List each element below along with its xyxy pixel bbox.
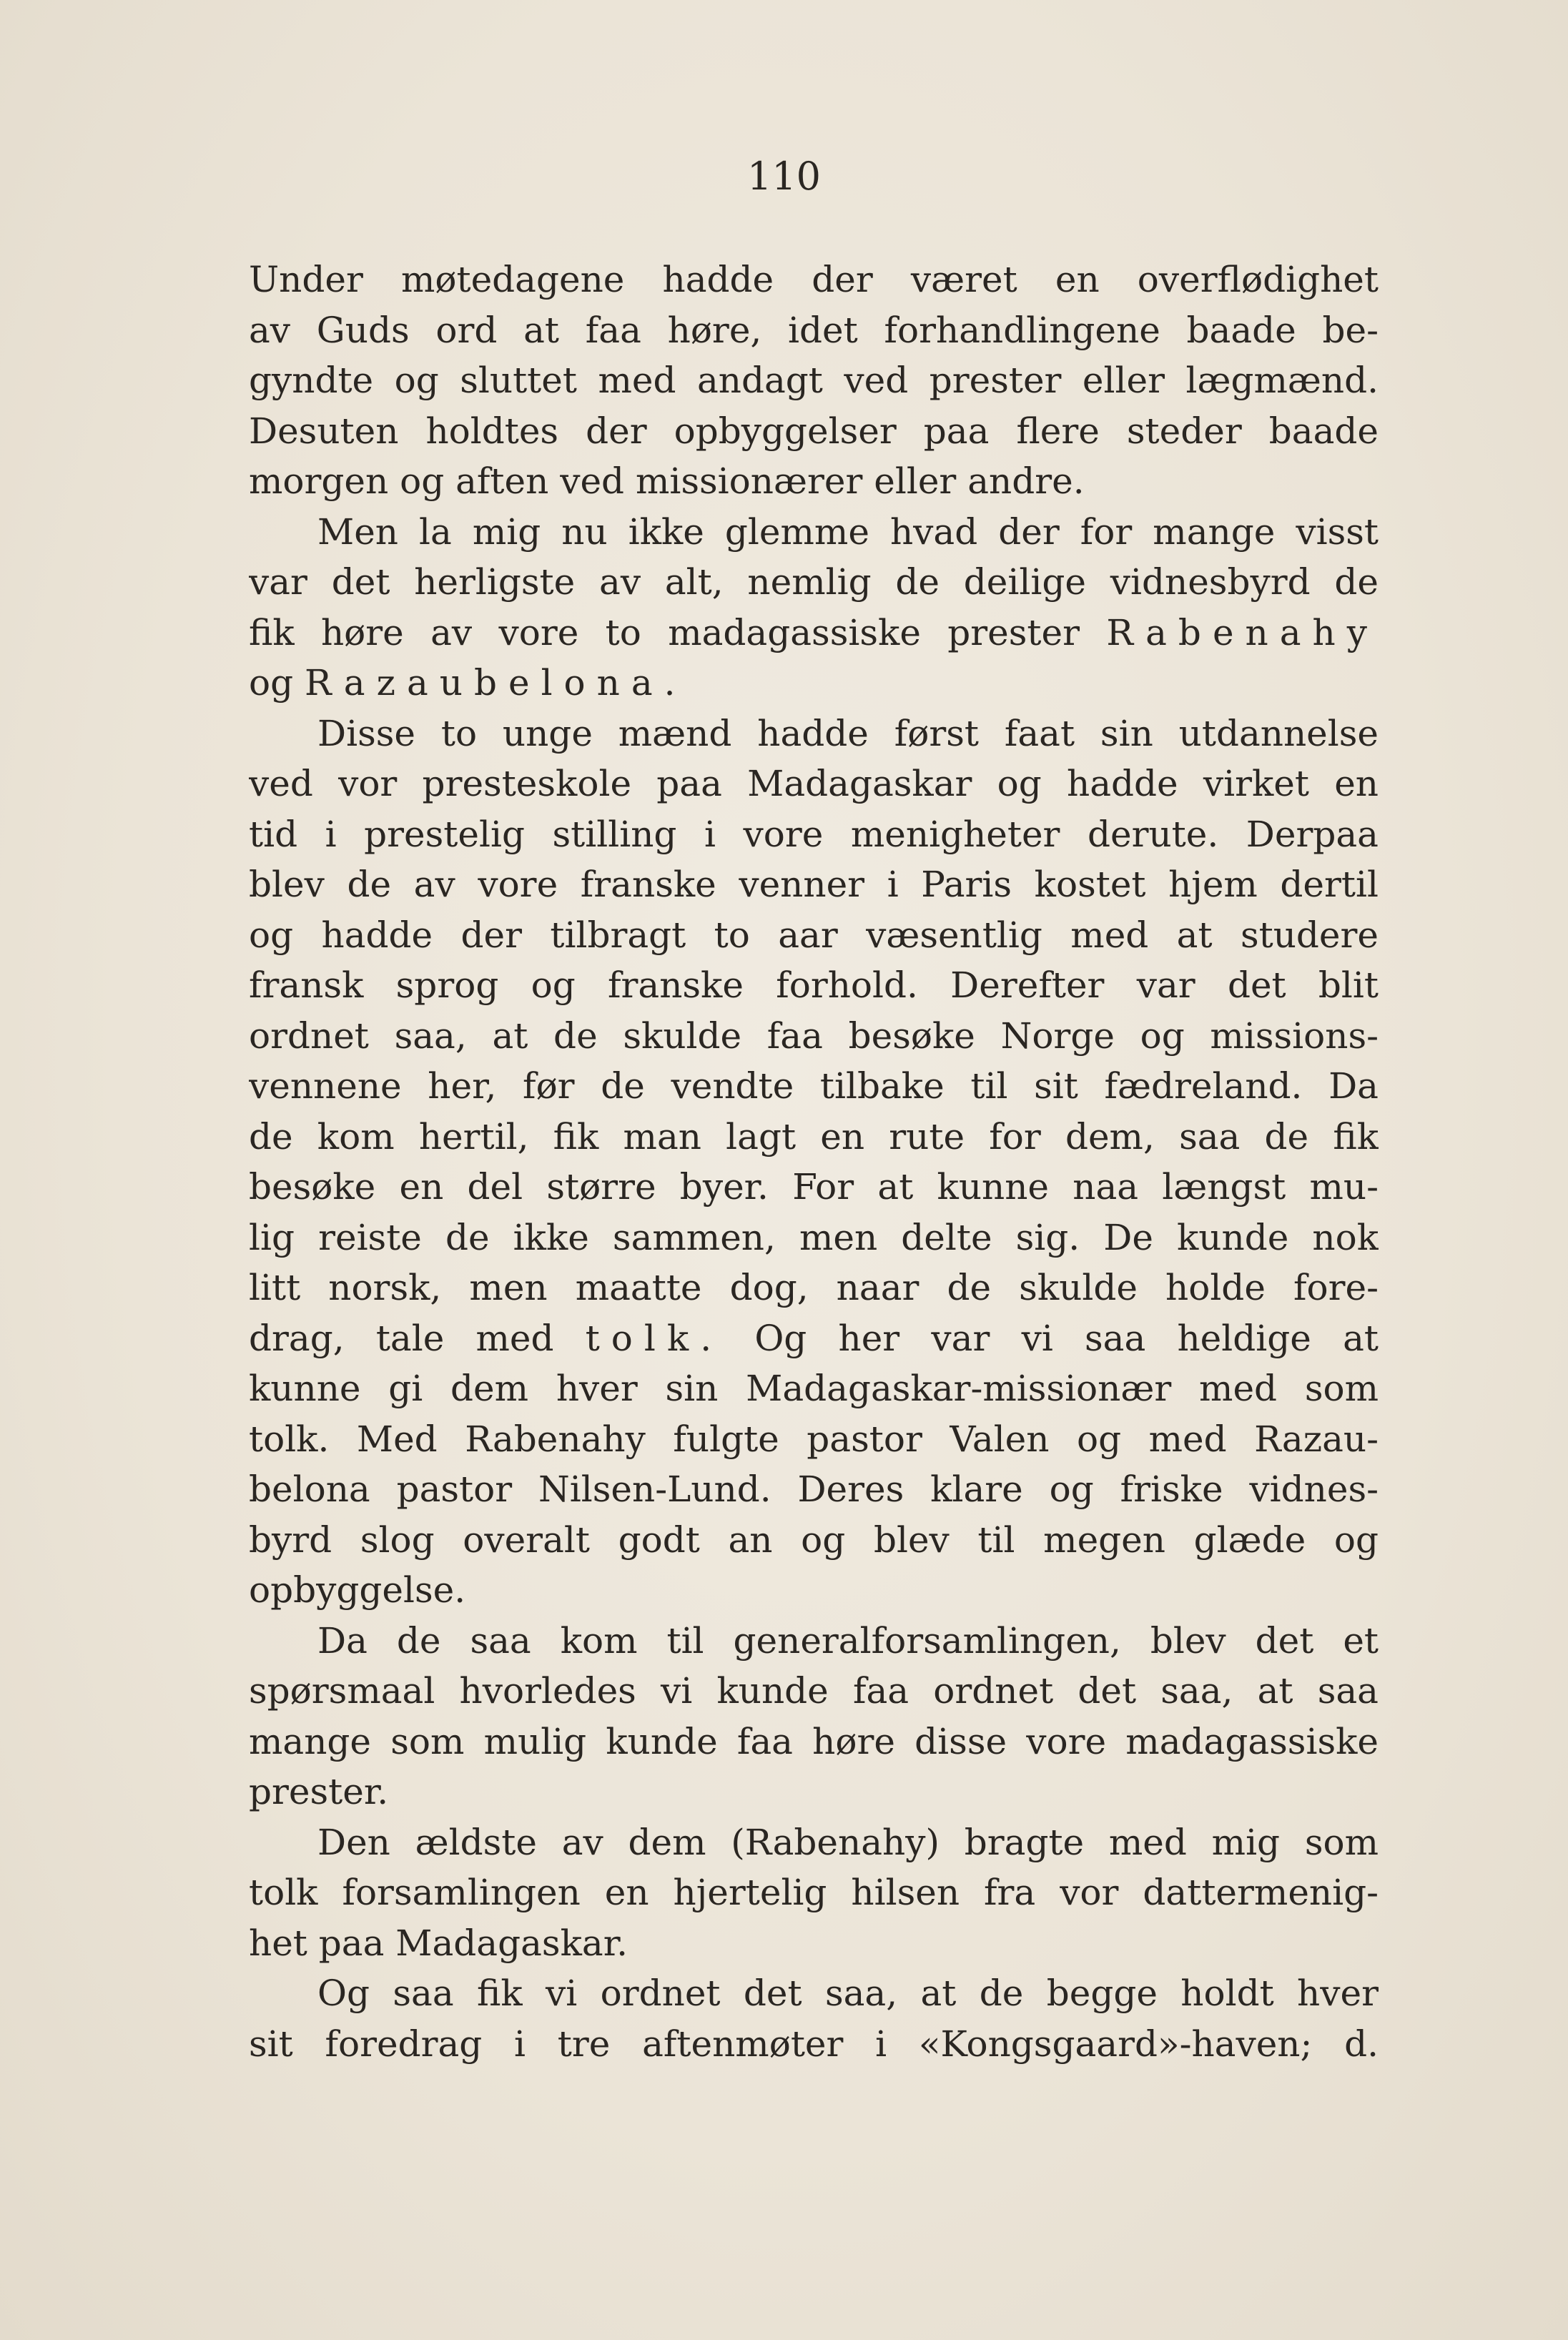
- text-line: vennene her, før de vendte tilbake til sit fædreland. Da: [249, 1065, 1379, 1107]
- text-line-mixed: [249, 608, 1379, 658]
- text-line: tolk. Med Rabenahy fulgte pastor Valen og med Razau-: [249, 1418, 1379, 1460]
- text-line: tolk forsamlingen en hjertelig hilsen fra vor dattermenig-: [249, 1872, 1379, 1913]
- text-line: Desuten holdtes der opbyggelser paa flere steder baade: [249, 410, 1379, 452]
- text-line: litt norsk, men maatte dog, naar de skulde holde fore-: [249, 1267, 1379, 1308]
- text-line: sit foredrag i tre aftenmøter i «Kongsgaard»-haven; d.: [249, 2023, 1379, 2065]
- text-line: byrd slog overalt godt an og blev til megen glæde og: [249, 1519, 1379, 1561]
- text-segment: drag, tale med: [249, 1317, 554, 1359]
- text-line: mange som mulig kunde faa høre disse vore madagassiske: [249, 1720, 1379, 1762]
- text-line: belona pastor Nilsen-Lund. Deres klare og friske vidnes-: [249, 1468, 1379, 1510]
- text-line: Men la mig nu ikke glemme hvad der for mange visst: [317, 510, 1379, 553]
- text-line: het paa Madagaskar.: [249, 1922, 628, 1964]
- text-line: Den ældste av dem (Rabenahy) bragte med mig som: [317, 1821, 1379, 1863]
- text-line: besøke en del større byer. For at kunne naa længst mu-: [249, 1166, 1379, 1208]
- body-text: [249, 255, 1379, 2069]
- spaced-name-rabenahy: Rabenahy: [1106, 611, 1379, 653]
- text-line: de kom hertil, fik man lagt en rute for dem, saa de fik: [249, 1115, 1379, 1157]
- text-line: og hadde der tilbragt to aar væsentlig med at studere: [249, 914, 1379, 956]
- text-line: gyndte og sluttet med andagt ved prester eller lægmænd.: [249, 360, 1379, 401]
- text-line: blev de av vore franske venner i Paris kostet hjem dertil: [249, 864, 1379, 905]
- spaced-word-tolk: tolk.: [585, 1317, 724, 1359]
- text-segment: fik høre av vore to madagassiske prester: [249, 611, 1080, 653]
- text-line: av Guds ord at faa høre, idet forhandlingene baade be-: [249, 309, 1379, 351]
- text-line: Under møtedagene hadde der været en overflødighet: [249, 259, 1379, 300]
- text-line: ved vor presteskole paa Madagaskar og hadde virket en: [249, 763, 1379, 804]
- text-line: ordnet saa, at de skulde faa besøke Norge og missions-: [249, 1015, 1379, 1057]
- text-line: lig reiste de ikke sammen, men delte sig. De kunde nok: [249, 1216, 1379, 1258]
- text-line: opbyggelse.: [249, 1569, 466, 1611]
- text-line: Disse to unge mænd hadde først faat sin utdannelse: [317, 712, 1379, 754]
- page-number: 110: [746, 154, 822, 199]
- text-line: morgen og aften ved missionærer eller andre.: [249, 460, 1085, 502]
- text-line: fransk sprog og franske forhold. Derefter var det blit: [249, 964, 1379, 1006]
- text-line-mixed: [249, 658, 1379, 709]
- text-line: prester.: [249, 1771, 389, 1812]
- text-line: spørsmaal hvorledes vi kunde faa ordnet det saa, at saa: [249, 1670, 1379, 1712]
- text-line: kunne gi dem hver sin Madagaskar-missionær med som: [249, 1368, 1379, 1409]
- text-line: Og saa fik vi ordnet det saa, at de begge holdt hver: [317, 1973, 1379, 2014]
- text-line: tid i prestelig stilling i vore menigheter derute. Derpaa: [249, 813, 1379, 855]
- text-line-mixed: [249, 1313, 1379, 1364]
- text-line: Da de saa kom til generalforsamlingen, blev det et: [317, 1619, 1379, 1662]
- text-line: var det herligste av alt, nemlig de deilige vidnesbyrd de: [249, 561, 1379, 603]
- text-segment: Og her var vi saa heldige at: [754, 1317, 1379, 1359]
- text-segment: og: [249, 662, 294, 704]
- spaced-name-razaubelona: Razaubelona.: [305, 662, 687, 704]
